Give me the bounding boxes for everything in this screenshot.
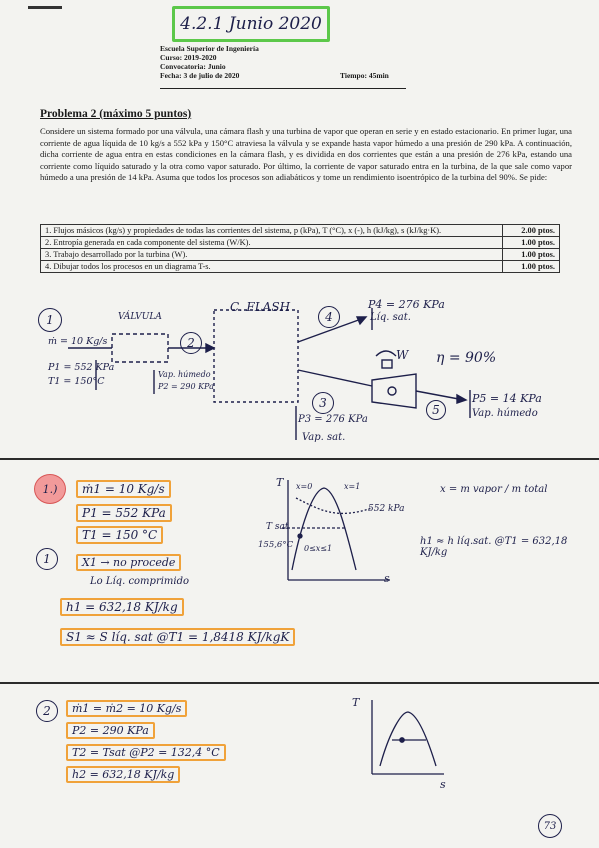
task-row [41, 261, 560, 273]
problem-statement: Considere un sistema formado por una válvula, una cámara flash y una turbina de vapor que operan en serie y en estado estacionario. En primer lugar, una corriente de agua líquida de 10 kg/s a 552 kPa y 150°C atraviesa la válvula y se expande hasta vapor húmedo a una presión de 290 kPa. A continuación, dicha corriente de agua entra en estas condiciones en la cámara flash, y es dividida en dos corrientes que están a una presión de 276 kPa, estando una corriente como líquido saturado y la otra como vapor saturado. Por último, la corriente de vapor saturado entra en la turbina, de la que sale como vapor húmedo a una presión de 14 kPa. Asuma que todos los procesos son adiabáticos y tome un rendimiento isoentrópico de la turbina del 90%. Se pide: [40, 126, 572, 183]
header-rule [160, 88, 406, 89]
ts1-s-axis: s [384, 572, 390, 585]
state-5-phase: Vap. húmedo [472, 408, 538, 419]
ts-diagram-2 [0, 690, 599, 800]
inlet-temperature: T1 = 150°C [48, 376, 105, 387]
task-points: 2.00 ptos. [503, 225, 560, 237]
ts1-pressure: 552 kPa [368, 504, 405, 514]
state-4-pressure: P4 = 276 KPa [368, 298, 445, 311]
state-2-label: 2 [36, 700, 58, 722]
turbine-shape [372, 374, 416, 408]
state-5-circle: 5 [426, 400, 446, 420]
school-line: Escuela Superior de Ingeniería [160, 44, 259, 53]
x1-value: X1 → no procede [76, 554, 181, 571]
flash-chamber [214, 310, 298, 402]
state-4-circle: 4 [318, 306, 340, 328]
ts1-x0: x=0 [296, 482, 313, 491]
task-text: 2. Entropía generada en cada componente del sistema (W/K). [41, 237, 503, 249]
exam-header [160, 44, 420, 80]
p1-value: P1 = 552 KPa [76, 504, 172, 522]
course-line: Curso: 2019-2020 [160, 53, 217, 62]
work-label: W [396, 348, 409, 362]
task-points: 1.00 ptos. [503, 237, 560, 249]
date-line: Fecha: 3 de julio de 2020 Tiempo: 45min [160, 71, 389, 80]
task-text: 1. Flujos másicos (kg/s) y propiedades de todas las corrientes del sistema, p (kPa), T (°C), x (-), h (kJ/kg), s (kJ/kg·K). [41, 225, 503, 237]
h1-approximation: h1 ≈ h líq.sat. @T1 = 632,18 KJ/kg [420, 536, 568, 558]
state-1-circle: 1 [38, 308, 62, 332]
t1-value: T1 = 150 °C [76, 526, 163, 544]
date-stamp: 4.2.1 Junio 2020 [172, 6, 330, 42]
p2-value: P2 = 290 KPa [66, 722, 155, 739]
tasks-table [40, 224, 560, 273]
m2-value: ṁ1 = ṁ2 = 10 Kg/s [66, 700, 187, 717]
task-row [41, 225, 560, 237]
system-schematic [0, 290, 599, 460]
state-3-circle: 3 [312, 392, 334, 414]
task-text: 4. Dibujar todos los procesos en un diagrama T-s. [41, 261, 503, 273]
ts1-T-axis: T [276, 476, 284, 489]
call-line: Convocatoria: Junio [160, 62, 226, 71]
s1-value: S1 ≈ S líq. sat @T1 = 1,8418 KJ/kgK [60, 628, 295, 646]
m1-value: ṁ1 = 10 Kg/s [76, 480, 171, 498]
quality-definition: x = m vapor / m total [440, 484, 548, 495]
ts2-s-axis: s [440, 778, 446, 791]
valve-label: VÁLVULA [118, 312, 162, 322]
answer-1-marker: 1.) [34, 474, 66, 504]
scan-mark [28, 6, 62, 9]
h2-value: h2 = 632,18 KJ/kg [66, 766, 180, 783]
efficiency-label: η = 90% [436, 350, 497, 366]
state-5-pressure: P5 = 14 KPa [472, 392, 542, 405]
page-number: 73 [538, 814, 562, 838]
task-points: 1.00 ptos. [503, 249, 560, 261]
section-divider-2 [0, 682, 599, 684]
problem-title: Problema 2 (máximo 5 puntos) [40, 108, 192, 120]
state-4-phase: Líq. sat. [370, 312, 411, 323]
valve-box [112, 334, 168, 362]
compressed-liquid-note: Lo Líq. comprimido [90, 576, 190, 587]
h1-value: h1 = 632,18 KJ/kg [60, 598, 184, 616]
ts1-tsat: T sat [266, 522, 289, 532]
state-2-phase: Vap. húmedo [158, 370, 211, 379]
task-points: 1.00 ptos. [503, 261, 560, 273]
state-3-pressure: P3 = 276 KPa [298, 414, 368, 425]
time-line: Tiempo: 45min [340, 71, 389, 80]
inlet-mass-flow: ṁ = 10 Kg/s [48, 336, 108, 347]
task-row [41, 249, 560, 261]
inlet-pressure: P1 = 552 KPa [48, 362, 115, 373]
t2-value: T2 = Tsat @P2 = 132,4 °C [66, 744, 226, 761]
state-1-label: 1 [36, 548, 58, 570]
ts1-range: 0≤x≤1 [304, 544, 333, 553]
ts1-x1: x=1 [344, 482, 361, 491]
ts2-T-axis: T [352, 696, 360, 709]
state-2-pressure: P2 = 290 KPa [158, 382, 214, 391]
task-text: 3. Trabajo desarrollado por la turbina (W). [41, 249, 503, 261]
state-2-circle: 2 [180, 332, 202, 354]
section-divider-1 [0, 458, 599, 460]
task-row [41, 237, 560, 249]
state-3-phase: Vap. sat. [302, 432, 346, 443]
flash-label: C. FLASH [230, 300, 291, 314]
ts1-tsat-value: 155,6°C [258, 540, 294, 550]
